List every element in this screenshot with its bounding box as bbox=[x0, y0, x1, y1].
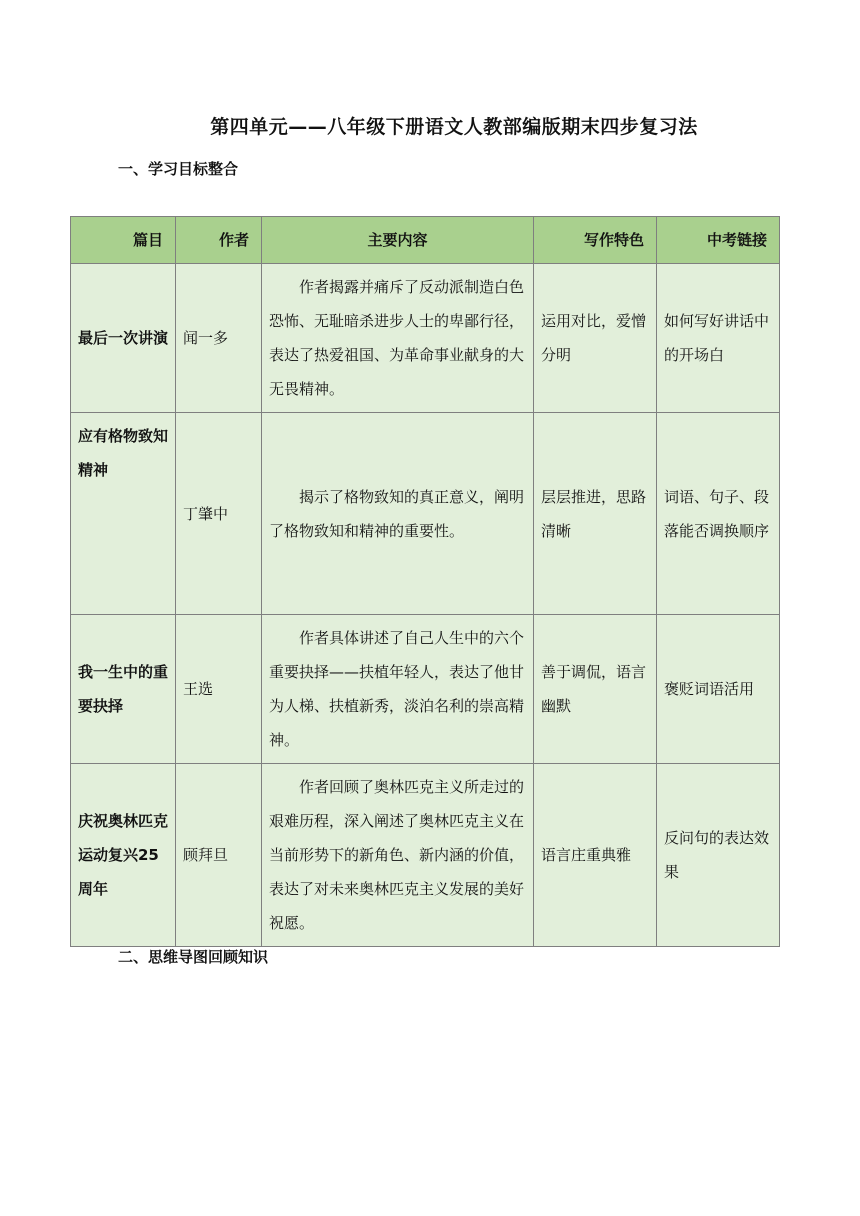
table-row bbox=[71, 615, 780, 764]
section-heading-goals: 一、学习目标整合 bbox=[118, 160, 239, 178]
cell-feature: 善于调侃，语言幽默 bbox=[534, 615, 657, 764]
header-link: 中考链接 bbox=[657, 217, 780, 264]
cell-feature: 层层推进，思路清晰 bbox=[534, 413, 657, 615]
cell-content: 揭示了格物致知的真正意义，阐明了格物致知和精神的重要性。 bbox=[262, 413, 534, 615]
page-title: 第四单元——八年级下册语文人教部编版期末四步复习法 bbox=[210, 116, 698, 138]
cell-link: 如何写好讲话中的开场白 bbox=[657, 264, 780, 413]
cell-author: 丁肇中 bbox=[176, 413, 262, 615]
cell-title: 最后一次讲演 bbox=[71, 264, 176, 413]
cell-link: 反问句的表达效果 bbox=[657, 764, 780, 947]
cell-content: 作者具体讲述了自己人生中的六个重要抉择——扶植年轻人，表达了他甘为人梯、扶植新秀，淡泊名利的崇高精神。 bbox=[262, 615, 534, 764]
cell-content: 作者回顾了奥林匹克主义所走过的艰难历程，深入阐述了奥林匹克主义在当前形势下的新角色、新内涵的价值，表达了对未来奥林匹克主义发展的美好祝愿。 bbox=[262, 764, 534, 947]
section-heading-mindmap: 二、思维导图回顾知识 bbox=[118, 948, 269, 966]
cell-content: 作者揭露并痛斥了反动派制造白色恐怖、无耻暗杀进步人士的卑鄙行径，表达了热爱祖国、为革命事业献身的大无畏精神。 bbox=[262, 264, 534, 413]
cell-author: 顾拜旦 bbox=[176, 764, 262, 947]
cell-feature: 运用对比，爱憎分明 bbox=[534, 264, 657, 413]
table-header-row bbox=[71, 217, 780, 264]
header-feature: 写作特色 bbox=[534, 217, 657, 264]
header-author: 作者 bbox=[176, 217, 262, 264]
summary-table bbox=[70, 216, 780, 947]
cell-link: 词语、句子、段落能否调换顺序 bbox=[657, 413, 780, 615]
table-row bbox=[71, 413, 780, 615]
cell-title: 我一生中的重要抉择 bbox=[71, 615, 176, 764]
cell-title: 庆祝奥林匹克运动复兴25周年 bbox=[71, 764, 176, 947]
cell-author: 王选 bbox=[176, 615, 262, 764]
cell-link: 褒贬词语活用 bbox=[657, 615, 780, 764]
cell-title: 应有格物致知精神 bbox=[71, 413, 176, 615]
table-row bbox=[71, 764, 780, 947]
header-title: 篇目 bbox=[71, 217, 176, 264]
cell-author: 闻一多 bbox=[176, 264, 262, 413]
cell-feature: 语言庄重典雅 bbox=[534, 764, 657, 947]
header-content: 主要内容 bbox=[262, 217, 534, 264]
table-row bbox=[71, 264, 780, 413]
